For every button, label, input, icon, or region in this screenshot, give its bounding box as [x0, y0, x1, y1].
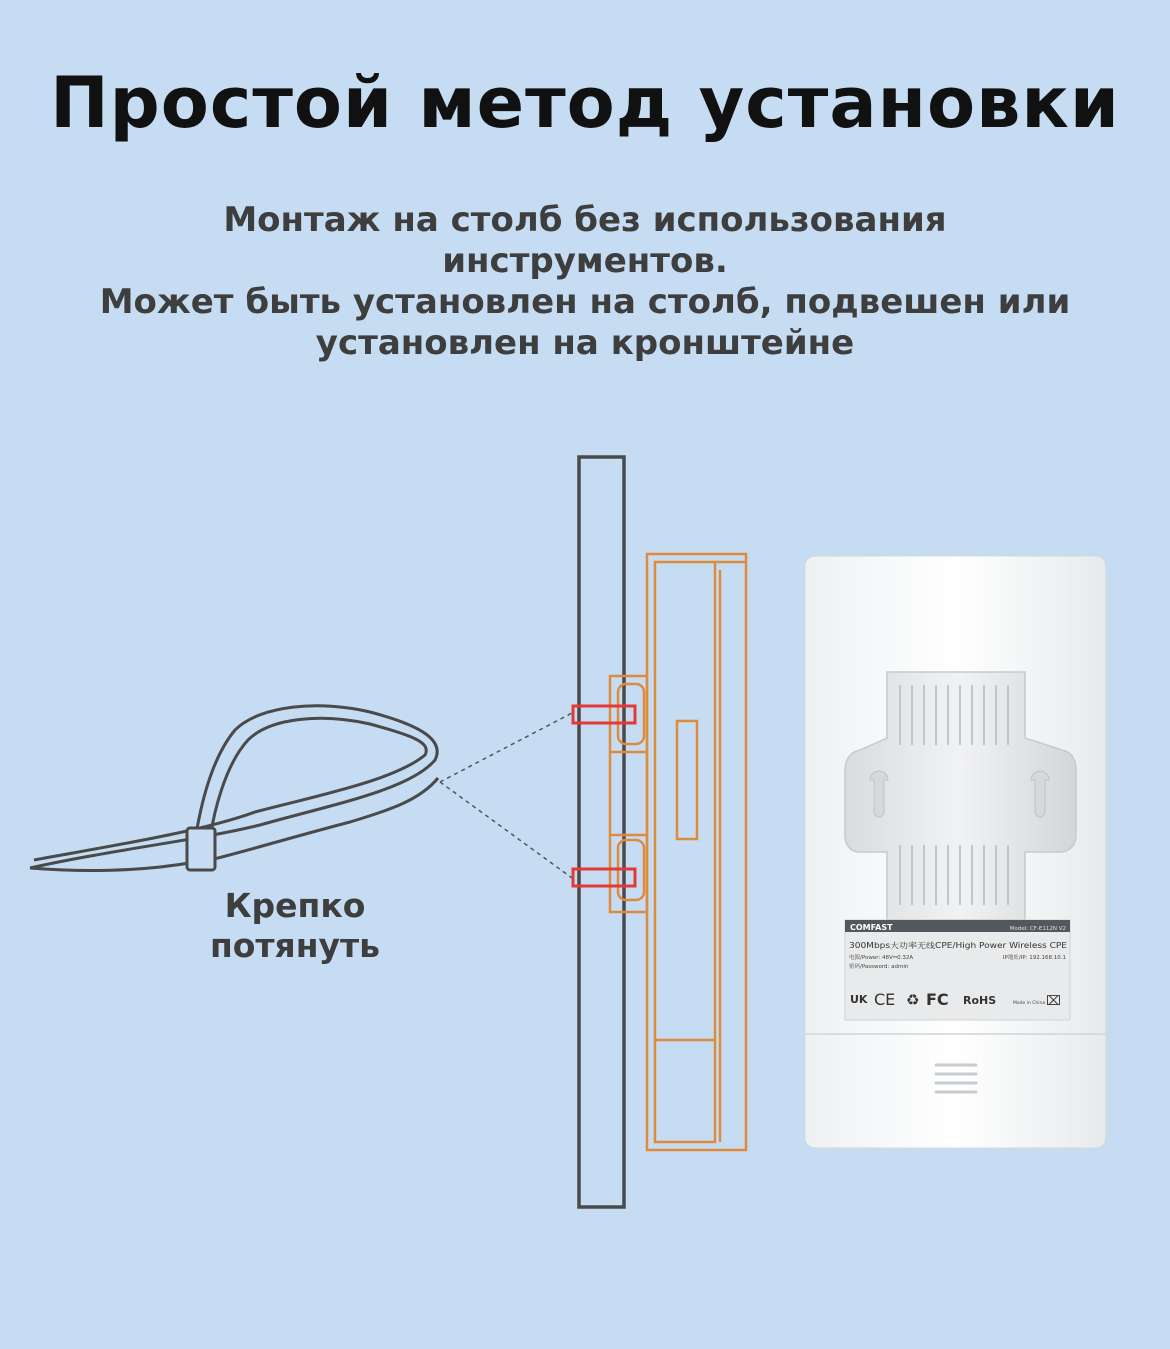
- weee-bin-icon: ⌧: [1046, 994, 1061, 1009]
- subtitle-line-2: инструментов.: [442, 241, 728, 281]
- device-side-view: [610, 554, 746, 1150]
- ukca-mark-icon: UK: [850, 993, 868, 1006]
- power-text: 电源/Power: 48V⎓0.32A: [849, 955, 914, 961]
- product-label: [845, 920, 1070, 1020]
- ip-text: IP地址/IP: 192.168.10.1: [1002, 955, 1066, 961]
- password-text: 密码/Password: admin: [849, 964, 909, 970]
- subtitle-line-3: Может быть установлен на столб, подвешен или: [99, 282, 1071, 322]
- fcc-mark-icon: FC: [926, 990, 949, 1009]
- model-text: Model: CF-E112N V2: [1009, 926, 1066, 932]
- device-front-view: [805, 556, 1106, 1148]
- page-title: Простой метод установки: [50, 62, 1120, 144]
- subtitle-line-4: установлен на кронштейне: [315, 323, 855, 363]
- caption-line-1: Крепко: [224, 886, 366, 925]
- brand-text: COMFAST: [850, 923, 893, 932]
- product-text: 300Mbps大功率无线CPE/High Power Wireless CPE: [849, 941, 1031, 950]
- caption-line-2: потянуть: [209, 926, 381, 965]
- made-in-text: Made in China: [1013, 1001, 1046, 1006]
- caption: [170, 886, 420, 966]
- mounting-pole: [579, 457, 624, 1207]
- rohs-text: RoHS: [963, 994, 997, 1007]
- subtitle-line-1: Монтаж на столб без использования: [223, 200, 947, 240]
- ce-mark-icon: CE: [874, 990, 896, 1009]
- leader-lines: [440, 713, 572, 878]
- cable-tie-icon: [30, 706, 438, 871]
- recycle-icon: ♻: [906, 991, 920, 1009]
